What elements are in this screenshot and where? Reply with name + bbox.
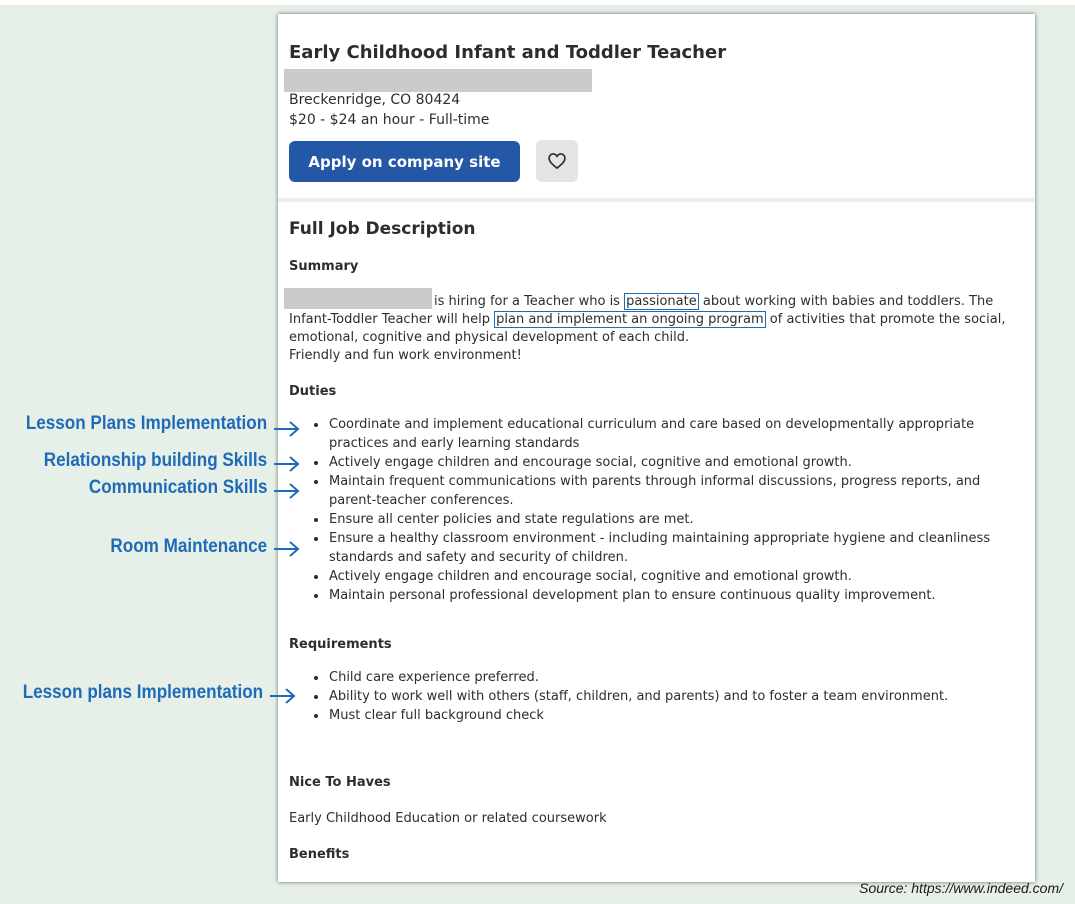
job-card <box>278 14 1035 882</box>
list-item: Ensure a healthy classroom environment - including maintaining appropriate hygiene and cleanliness standards and safety and security of children. <box>329 529 1029 567</box>
arrow-right-icon <box>272 481 302 501</box>
header-divider <box>278 198 1035 202</box>
summary-heading: Summary <box>289 259 359 274</box>
nice-to-haves-heading: Nice To Haves <box>289 775 391 790</box>
salary: $20 - $24 an hour <box>289 112 415 128</box>
apply-button[interactable]: Apply on company site <box>289 141 520 182</box>
job-location: Breckenridge, CO 80424 <box>289 92 461 108</box>
job-header <box>278 14 1035 200</box>
salary-line <box>289 112 489 128</box>
nice-to-haves-text: Early Childhood Education or related coursework <box>289 811 607 826</box>
redacted-company-name <box>284 69 592 92</box>
annotation-lesson-plans: Lesson Plans Implementation <box>25 413 267 434</box>
requirements-heading: Requirements <box>289 637 392 652</box>
annotation-lesson-plans-2: Lesson plans Implementation <box>22 682 263 703</box>
arrow-right-icon <box>272 454 302 474</box>
list-item: Ability to work well with others (staff, children, and parents) and to foster a team environment. <box>329 687 1029 706</box>
duties-list <box>329 415 1029 605</box>
list-item: Must clear full background check <box>329 706 1029 725</box>
summary-paragraph: is hiring for a Teacher who is passionate about working with babies and toddlers. The Infant-Toddler Teacher will help plan and implement an ongoing program of activities that promote the social, emotional, cognitive and physical development of each child. <box>289 294 1006 345</box>
arrow-right-icon <box>268 686 298 706</box>
list-item: Maintain personal professional development plan to ensure continuous quality improvement. <box>329 586 1029 605</box>
list-item: Coordinate and implement educational curriculum and care based on developmentally appropriate practices and early learning standards <box>329 415 1029 453</box>
source-caption: Source: https://www.indeed.com/ <box>859 880 1063 896</box>
arrow-right-icon <box>272 419 302 439</box>
duties-heading: Duties <box>289 384 337 399</box>
list-item: Actively engage children and encourage social, cognitive and emotional growth. <box>329 453 1029 472</box>
requirements-list <box>329 668 1029 725</box>
annotation-relationship-skills: Relationship building Skills <box>43 450 267 471</box>
summary-line-2: Friendly and fun work environment! <box>289 348 522 363</box>
full-description-heading: Full Job Description <box>289 219 476 239</box>
job-type: - Full-time <box>414 112 490 128</box>
highlight-passionate: passionate <box>626 294 697 309</box>
heart-icon <box>547 151 567 171</box>
annotation-room-maintenance: Room Maintenance <box>110 536 267 557</box>
highlight-plan-implement: plan and implement an ongoing program <box>496 312 764 327</box>
list-item: Child care experience preferred. <box>329 668 1029 687</box>
annotation-communication-skills: Communication Skills <box>88 477 267 498</box>
list-item: Actively engage children and encourage social, cognitive and emotional growth. <box>329 567 1029 586</box>
job-title: Early Childhood Infant and Toddler Teacher <box>289 42 727 63</box>
arrow-right-icon <box>272 539 302 559</box>
save-job-button[interactable] <box>536 140 578 182</box>
list-item: Maintain frequent communications with parents through informal discussions, progress reports, and parent-teacher conferences. <box>329 472 1029 510</box>
list-item: Ensure all center policies and state regulations are met. <box>329 510 1029 529</box>
benefits-heading: Benefits <box>289 847 350 862</box>
top-strip <box>0 0 1075 5</box>
